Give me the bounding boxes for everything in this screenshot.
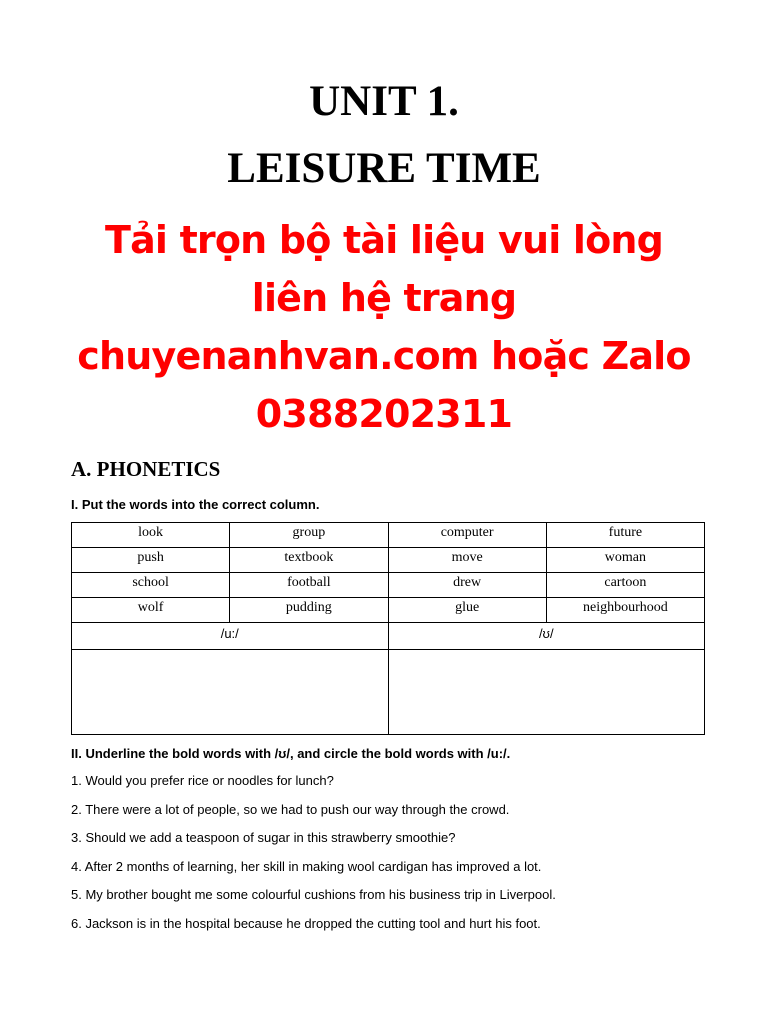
instruction-part-2: II. Underline the bold words with /ʊ/, and circle the bold words with /u:/. [71, 746, 511, 761]
list-item: 1. Would you prefer rice or noodles for lunch? [71, 773, 334, 788]
list-item: 5. My brother bought me some colourful cushions from his business trip in Liverpool. [71, 887, 556, 902]
word-cell: cartoon [546, 573, 704, 598]
promo-line: 0388202311 [255, 392, 513, 436]
word-sort-table [71, 522, 705, 735]
section-heading-phonetics: A. PHONETICS [71, 457, 221, 481]
word-cell: pudding [230, 598, 388, 623]
table-row [72, 573, 705, 598]
promo-line: Tải trọn bộ tài liệu vui lòng [104, 218, 664, 262]
sentence-list [71, 772, 556, 943]
table-row [72, 623, 705, 650]
word-cell: push [72, 548, 230, 573]
word-cell: group [230, 523, 388, 548]
answer-cell-long-u[interactable] [72, 650, 389, 735]
unit-title: UNIT 1. [309, 78, 459, 125]
word-cell: drew [388, 573, 546, 598]
topic-title: LEISURE TIME [227, 145, 541, 192]
instruction-part-1: I. Put the words into the correct column. [71, 497, 320, 512]
list-item: 3. Should we add a teaspoon of sugar in this strawberry smoothie? [71, 830, 456, 845]
word-cell: computer [388, 523, 546, 548]
column-header-short-u: /ʊ/ [388, 623, 705, 650]
answer-cell-short-u[interactable] [388, 650, 705, 735]
table-row [72, 548, 705, 573]
word-cell: move [388, 548, 546, 573]
list-item: 2. There were a lot of people, so we had to push our way through the crowd. [71, 801, 510, 817]
word-cell: future [546, 523, 704, 548]
word-cell: school [72, 573, 230, 598]
list-item: 6. Jackson is in the hospital because he dropped the cutting tool and hurt his foot. [71, 915, 541, 931]
promo-notice [0, 211, 768, 443]
word-cell: football [230, 573, 388, 598]
column-header-long-u: /u:/ [72, 623, 389, 650]
table-row [72, 598, 705, 623]
word-cell: textbook [230, 548, 388, 573]
list-item: 4. After 2 months of learning, her skill in making wool cardigan has improved a lot. [71, 858, 542, 874]
word-cell: glue [388, 598, 546, 623]
word-cell: neighbourhood [546, 598, 704, 623]
word-cell: look [72, 523, 230, 548]
promo-line: liên hệ trang [251, 276, 517, 320]
promo-line: chuyenanhvan.com hoặc Zalo [77, 334, 691, 378]
table-row [72, 523, 705, 548]
word-cell: wolf [72, 598, 230, 623]
table-row [72, 650, 705, 735]
word-cell: woman [546, 548, 704, 573]
